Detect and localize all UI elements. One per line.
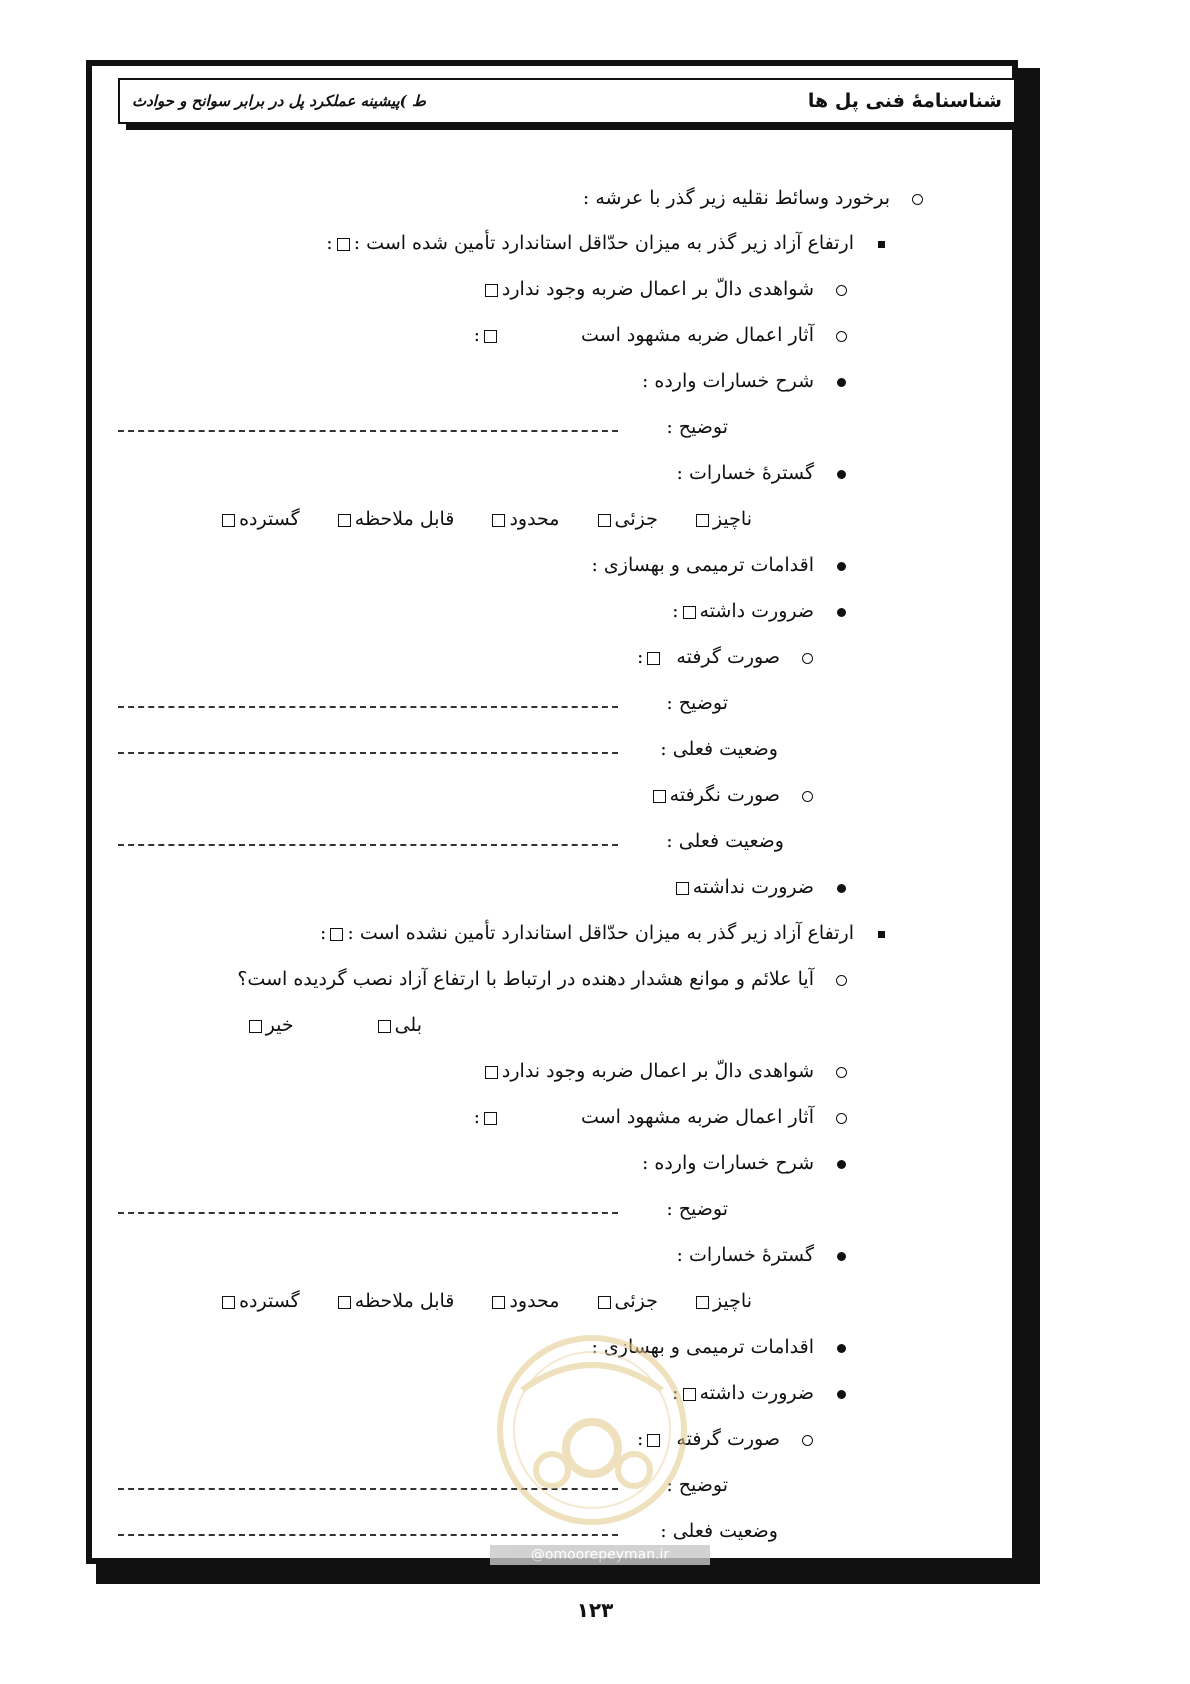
needed-item-2: ضرورت داشته:	[672, 1380, 854, 1406]
clearance-ok-checkbox[interactable]	[337, 238, 350, 251]
done-item: صورت گرفته:	[637, 644, 820, 670]
page-number: ۱۲۳	[576, 1598, 614, 1622]
explain-answer-line-2[interactable]	[118, 1212, 618, 1214]
extent-checkbox[interactable]	[492, 514, 505, 527]
not-needed-checkbox[interactable]	[676, 882, 689, 895]
square-bullet-icon	[868, 230, 894, 256]
repair-text: اقدامات ترمیمی و بهسازی :	[591, 1336, 814, 1358]
clearance-not-ok-text: ارتفاع آزاد زیر گذر به میزان حدّاقل استاندارد تأمین نشده است	[359, 922, 854, 944]
circle-bullet-icon	[904, 185, 930, 211]
impact-observed-checkbox[interactable]	[484, 1112, 497, 1125]
disc-bullet-icon	[828, 1380, 854, 1406]
explain-label-2: توضیح :	[666, 1198, 728, 1220]
no-evidence-item	[481, 276, 854, 302]
damage-extent-item	[677, 460, 854, 486]
done-checkbox[interactable]	[647, 652, 660, 665]
no-evidence-text: شواهدی دالّ بر اعمال ضربه وجود ندارد	[501, 278, 814, 300]
repair-text: اقدامات ترمیمی و بهسازی :	[591, 554, 814, 576]
circle-bullet-icon	[828, 1104, 854, 1130]
clearance-not-ok-checkbox[interactable]	[330, 928, 343, 941]
extent-option-widespread: گسترده	[218, 506, 300, 532]
impact-observed-item: آثار اعمال ضربه مشهود است:	[474, 322, 854, 348]
damage-desc-item-2	[642, 1150, 854, 1176]
impact-observed-item-2: آثار اعمال ضربه مشهود است:	[474, 1104, 854, 1130]
circle-bullet-icon	[828, 276, 854, 302]
watermark-logo-icon	[492, 1330, 692, 1530]
collision-heading	[583, 185, 930, 211]
done-item-2: صورت گرفته:	[637, 1426, 820, 1452]
extent-checkbox[interactable]	[696, 514, 709, 527]
extent-checkbox[interactable]	[492, 1296, 505, 1309]
repair-item	[591, 552, 854, 578]
extent-checkbox[interactable]	[222, 514, 235, 527]
circle-bullet-icon	[828, 966, 854, 992]
explain2-answer-line[interactable]	[118, 706, 618, 708]
damage-extent-text: گسترهٔ خسارات :	[676, 462, 814, 484]
clearance-not-ok-item: ارتفاع آزاد زیر گذر به میزان حدّاقل استاندارد تأمین نشده است ::	[320, 920, 894, 946]
extent-option-limited: محدود	[488, 506, 559, 532]
needed-text: ضرورت داشته	[699, 600, 814, 622]
damage-desc-text: شرح خسارات وارده :	[641, 370, 814, 392]
no-evidence-checkbox[interactable]	[485, 284, 498, 297]
disc-bullet-icon	[828, 368, 854, 394]
extent-checkbox[interactable]	[222, 1296, 235, 1309]
square-bullet-icon	[868, 920, 894, 946]
done-text: صورت گرفته	[676, 646, 780, 668]
not-done-checkbox[interactable]	[653, 790, 666, 803]
extent-checkbox[interactable]	[598, 1296, 611, 1309]
explain-label: توضیح :	[666, 416, 728, 438]
disc-bullet-icon	[828, 598, 854, 624]
damage-extent-item-2	[677, 1242, 854, 1268]
yes-checkbox[interactable]	[378, 1020, 391, 1033]
extent-checkbox[interactable]	[696, 1296, 709, 1309]
extent-checkbox[interactable]	[338, 514, 351, 527]
clearance-ok-text: ارتفاع آزاد زیر گذر به میزان حدّاقل استاندارد تأمین شده است	[366, 232, 854, 254]
circle-bullet-icon	[794, 644, 820, 670]
document-title: شناسنامهٔ فنی پل ها	[807, 90, 1002, 112]
current-status-label: وضعیت فعلی :	[660, 738, 778, 760]
watermark-text: @omoorepeyman.ir	[490, 1545, 710, 1565]
no-label: خیر	[265, 1014, 294, 1036]
damage-extent-text: گسترهٔ خسارات :	[676, 1244, 814, 1266]
disc-bullet-icon	[828, 1150, 854, 1176]
extent-option-partial: جزئی	[594, 506, 658, 532]
circle-bullet-icon	[828, 1058, 854, 1084]
disc-bullet-icon	[828, 874, 854, 900]
extent-option-negligible: ناچیز	[692, 506, 752, 532]
needed-text: ضرورت داشته	[699, 1382, 814, 1404]
no-evidence-text: شواهدی دالّ بر اعمال ضربه وجود ندارد	[501, 1060, 814, 1082]
current-status-answer-line-3[interactable]	[118, 1534, 618, 1536]
extent-checkbox[interactable]	[598, 514, 611, 527]
extent-option-limited: محدود	[488, 1288, 559, 1314]
collision-text: برخورد وسائط نقلیه زیر گذر با عرشه :	[582, 187, 890, 209]
damage-desc-text: شرح خسارات وارده :	[641, 1152, 814, 1174]
disc-bullet-icon	[828, 1242, 854, 1268]
impact-observed-checkbox[interactable]	[484, 330, 497, 343]
needed-checkbox[interactable]	[683, 606, 696, 619]
explain-answer-line[interactable]	[118, 430, 618, 432]
current-status-answer-line-2[interactable]	[118, 844, 618, 846]
extent-options-row	[190, 506, 752, 532]
extent-option-considerable: قابل ملاحظه	[334, 1288, 455, 1314]
not-needed-text: ضرورت نداشته	[692, 876, 814, 898]
damage-desc-item	[642, 368, 854, 394]
section-title: ط )پیشینه عملکرد پل در برابر سوانح و حوادث	[132, 92, 426, 110]
yes-label: بلی	[394, 1014, 422, 1036]
page-header	[118, 78, 1016, 124]
impact-observed-text: آثار اعمال ضربه مشهود است	[581, 324, 814, 346]
done-text: صورت گرفته	[676, 1428, 780, 1450]
circle-bullet-icon	[828, 322, 854, 348]
extent-checkbox[interactable]	[338, 1296, 351, 1309]
yes-no-row	[245, 1012, 422, 1038]
current-status-answer-line[interactable]	[118, 752, 618, 754]
extent-option-negligible: ناچیز	[692, 1288, 752, 1314]
circle-bullet-icon	[794, 1426, 820, 1452]
extent-options-row-2	[190, 1288, 752, 1314]
not-done-item	[649, 782, 820, 808]
no-evidence-item-2	[481, 1058, 854, 1084]
signs-question-item	[237, 966, 854, 992]
explain2-label: توضیح :	[666, 692, 728, 714]
no-evidence-checkbox[interactable]	[485, 1066, 498, 1079]
current-status-label-2: وضعیت فعلی :	[666, 830, 784, 852]
disc-bullet-icon	[828, 552, 854, 578]
disc-bullet-icon	[828, 460, 854, 486]
not-needed-item	[672, 874, 854, 900]
extent-option-considerable: قابل ملاحظه	[334, 506, 455, 532]
circle-bullet-icon	[794, 782, 820, 808]
clearance-ok-item: ارتفاع آزاد زیر گذر به میزان حدّاقل استاندارد تأمین شده است ::	[326, 230, 894, 256]
no-checkbox[interactable]	[249, 1020, 262, 1033]
impact-observed-text: آثار اعمال ضربه مشهود است	[581, 1106, 814, 1128]
signs-question-text: آیا علائم و موانع هشدار دهنده در ارتباط با ارتفاع آزاد نصب گردیده است؟	[237, 968, 814, 990]
not-done-text: صورت نگرفته	[669, 784, 780, 806]
extent-option-widespread: گسترده	[218, 1288, 300, 1314]
needed-item: ضرورت داشته:	[672, 598, 854, 624]
extent-option-partial: جزئی	[594, 1288, 658, 1314]
disc-bullet-icon	[828, 1334, 854, 1360]
current-status-label-3: وضعیت فعلی :	[660, 1520, 778, 1542]
explain2-label-2: توضیح :	[666, 1474, 728, 1496]
